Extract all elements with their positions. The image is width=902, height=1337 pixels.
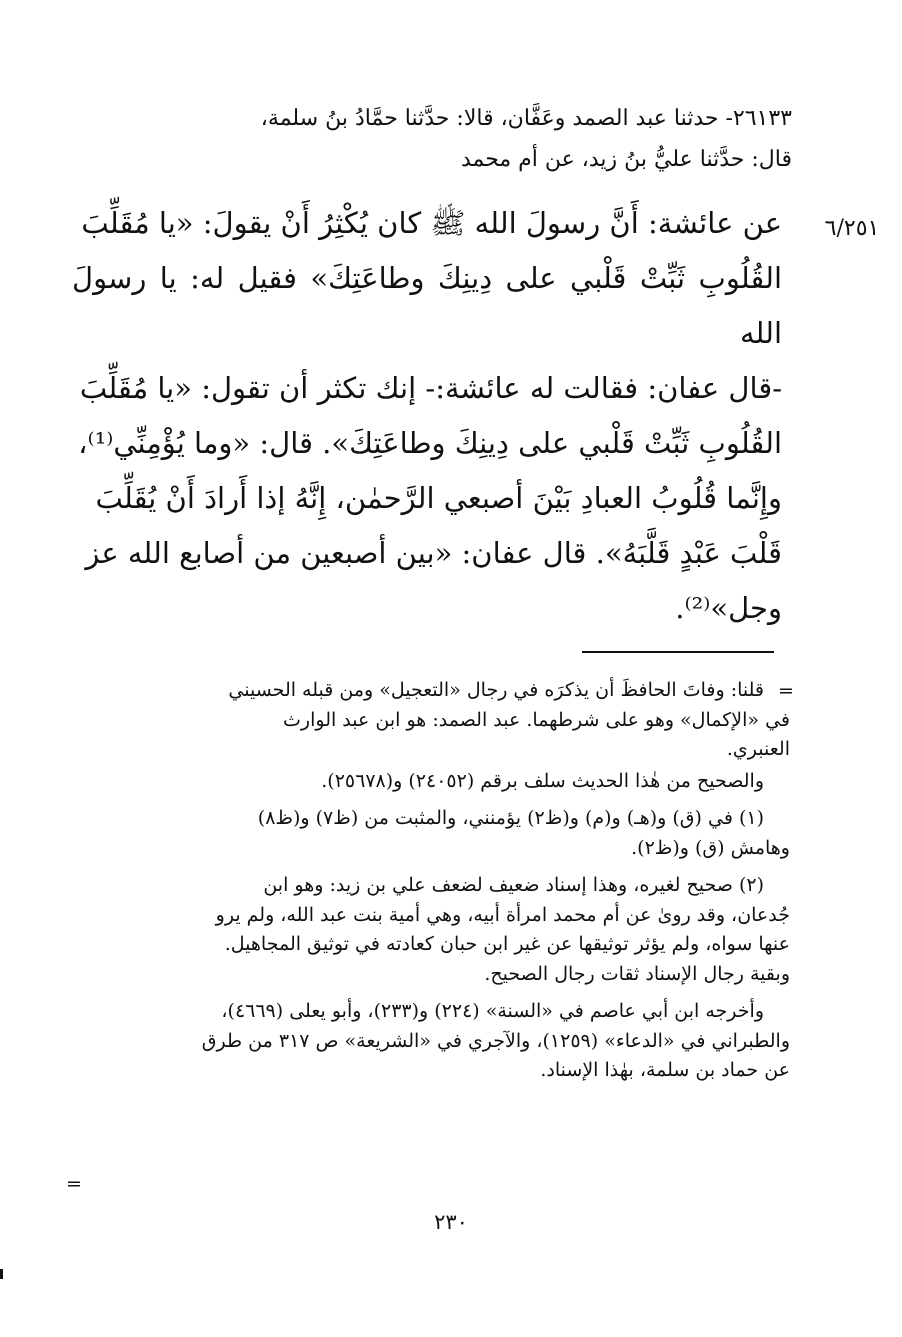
matn-line: القُلُوبِ ثَبِّتْ قَلْبي على دِينِكَ وطاعَتِكَ» فقيل له: يا رسولَ الله: [72, 261, 782, 350]
footnote-line: عن حماد بن سلمة، بهٰذا الإسناد.: [540, 1059, 790, 1081]
footnote-line: في «الإكمال» وهو على شرطهما. عبد الصمد: هو ابن عبد الوارث: [283, 708, 790, 731]
footnote-paragraph: [78, 676, 790, 765]
matn-line: وجل»⁽²⁾.: [675, 591, 782, 625]
matn-line: -قال عفان: فقالت له عائشة:- إنك تكثر أن تقول: «يا مُقَلِّبَ: [79, 371, 782, 405]
footnote-separator: [582, 651, 774, 653]
matn-line: عن عائشة: أَنَّ رسولَ الله ﷺ كان يُكْثِرُ أَنْ يقولَ: «يا مُقَلِّبَ: [81, 206, 782, 240]
matn-line: القُلُوبِ ثَبِّتْ قَلْبي على دِينِكَ وطاعَتِكَ». قال: «وما يُؤْمِنِّي⁽¹⁾،: [78, 426, 782, 460]
footnote-line: وبقية رجال الإسناد ثقات رجال الصحيح.: [484, 962, 790, 985]
isnad-line: قال: حدَّثنا عليُّ بنُ زيد، عن أم محمد: [460, 147, 792, 172]
footnote-1: [78, 804, 790, 863]
footnote-line: عنها سواه، ولم يؤثر توثيقها عن غير ابن حبان كعادته في توثيق المجاهيل.: [224, 933, 790, 955]
continuation-mark-top: =: [778, 680, 794, 702]
matn-line: قَلْبَ عَبْدٍ قَلَّبَهُ». قال عفان: «بين أصبعين من أصابع الله عز: [85, 536, 782, 570]
footnote-line: وأخرجه ابن أبي عاصم في «السنة» (٢٢٤) و(٢٣٣)، وأبو يعلى (٤٦٦٩)،: [221, 1000, 764, 1022]
page-number: ٢٣٠: [434, 1210, 468, 1234]
footnote-line: (٢) صحيح لغيره، وهذا إسناد ضعيف لضعف علي بن زيد: وهو ابن: [263, 874, 764, 896]
footnote-paragraph: [78, 997, 790, 1086]
scan-edge-mark: [0, 1269, 3, 1279]
footnote-line: والطبراني في «الدعاء» (١٢٥٩)، والآجري في «الشريعة» ص ٣١٧ من طرق: [201, 1029, 790, 1052]
footnote-line: العنبري.: [726, 738, 790, 760]
footnote-2: [78, 871, 790, 989]
footnotes: [78, 676, 790, 1086]
footnote-line: والصحيح من هٰذا الحديث سلف برقم (٢٤٠٥٢) و(٢٥٦٧٨).: [321, 769, 764, 792]
footnote-line: (١) في (ق) و(هـ) و(م) و(ظ٢) يؤمنني، والمثبت من (ظ٧) و(ظ٨): [257, 807, 764, 829]
footnote-line: وهامش (ق) و(ظ٢).: [631, 836, 790, 859]
isnad-line: ٢٦١٣٣- حدثنا عبد الصمد وعَفَّان، قالا: حدَّثنا حمَّادُ بنُ سلمة،: [260, 106, 792, 131]
footnote-line: قلنا: وفاتَ الحافظَ أن يذكرَه في رجال «التعجيل» ومن قبله الحسيني: [228, 679, 764, 701]
footnote-line: جُدعان، وقد روىٰ عن أم محمد امرأة أبيه، وهي أمية بنت عبد الله، ولم يرو: [215, 903, 790, 926]
continuation-mark-bottom: =: [66, 1173, 82, 1195]
margin-volume-page-reference: ٦/٢٥١: [824, 216, 880, 241]
hadith-matn: [72, 196, 782, 636]
hadith-isnad: [70, 98, 792, 180]
matn-line: وإِنَّما قُلُوبُ العبادِ بَيْنَ أصبعي الرَّحمٰن، إِنَّهُ إذا أَرادَ أَنْ يُقَلِّبَ: [95, 481, 782, 515]
footnote-paragraph: [78, 767, 790, 797]
